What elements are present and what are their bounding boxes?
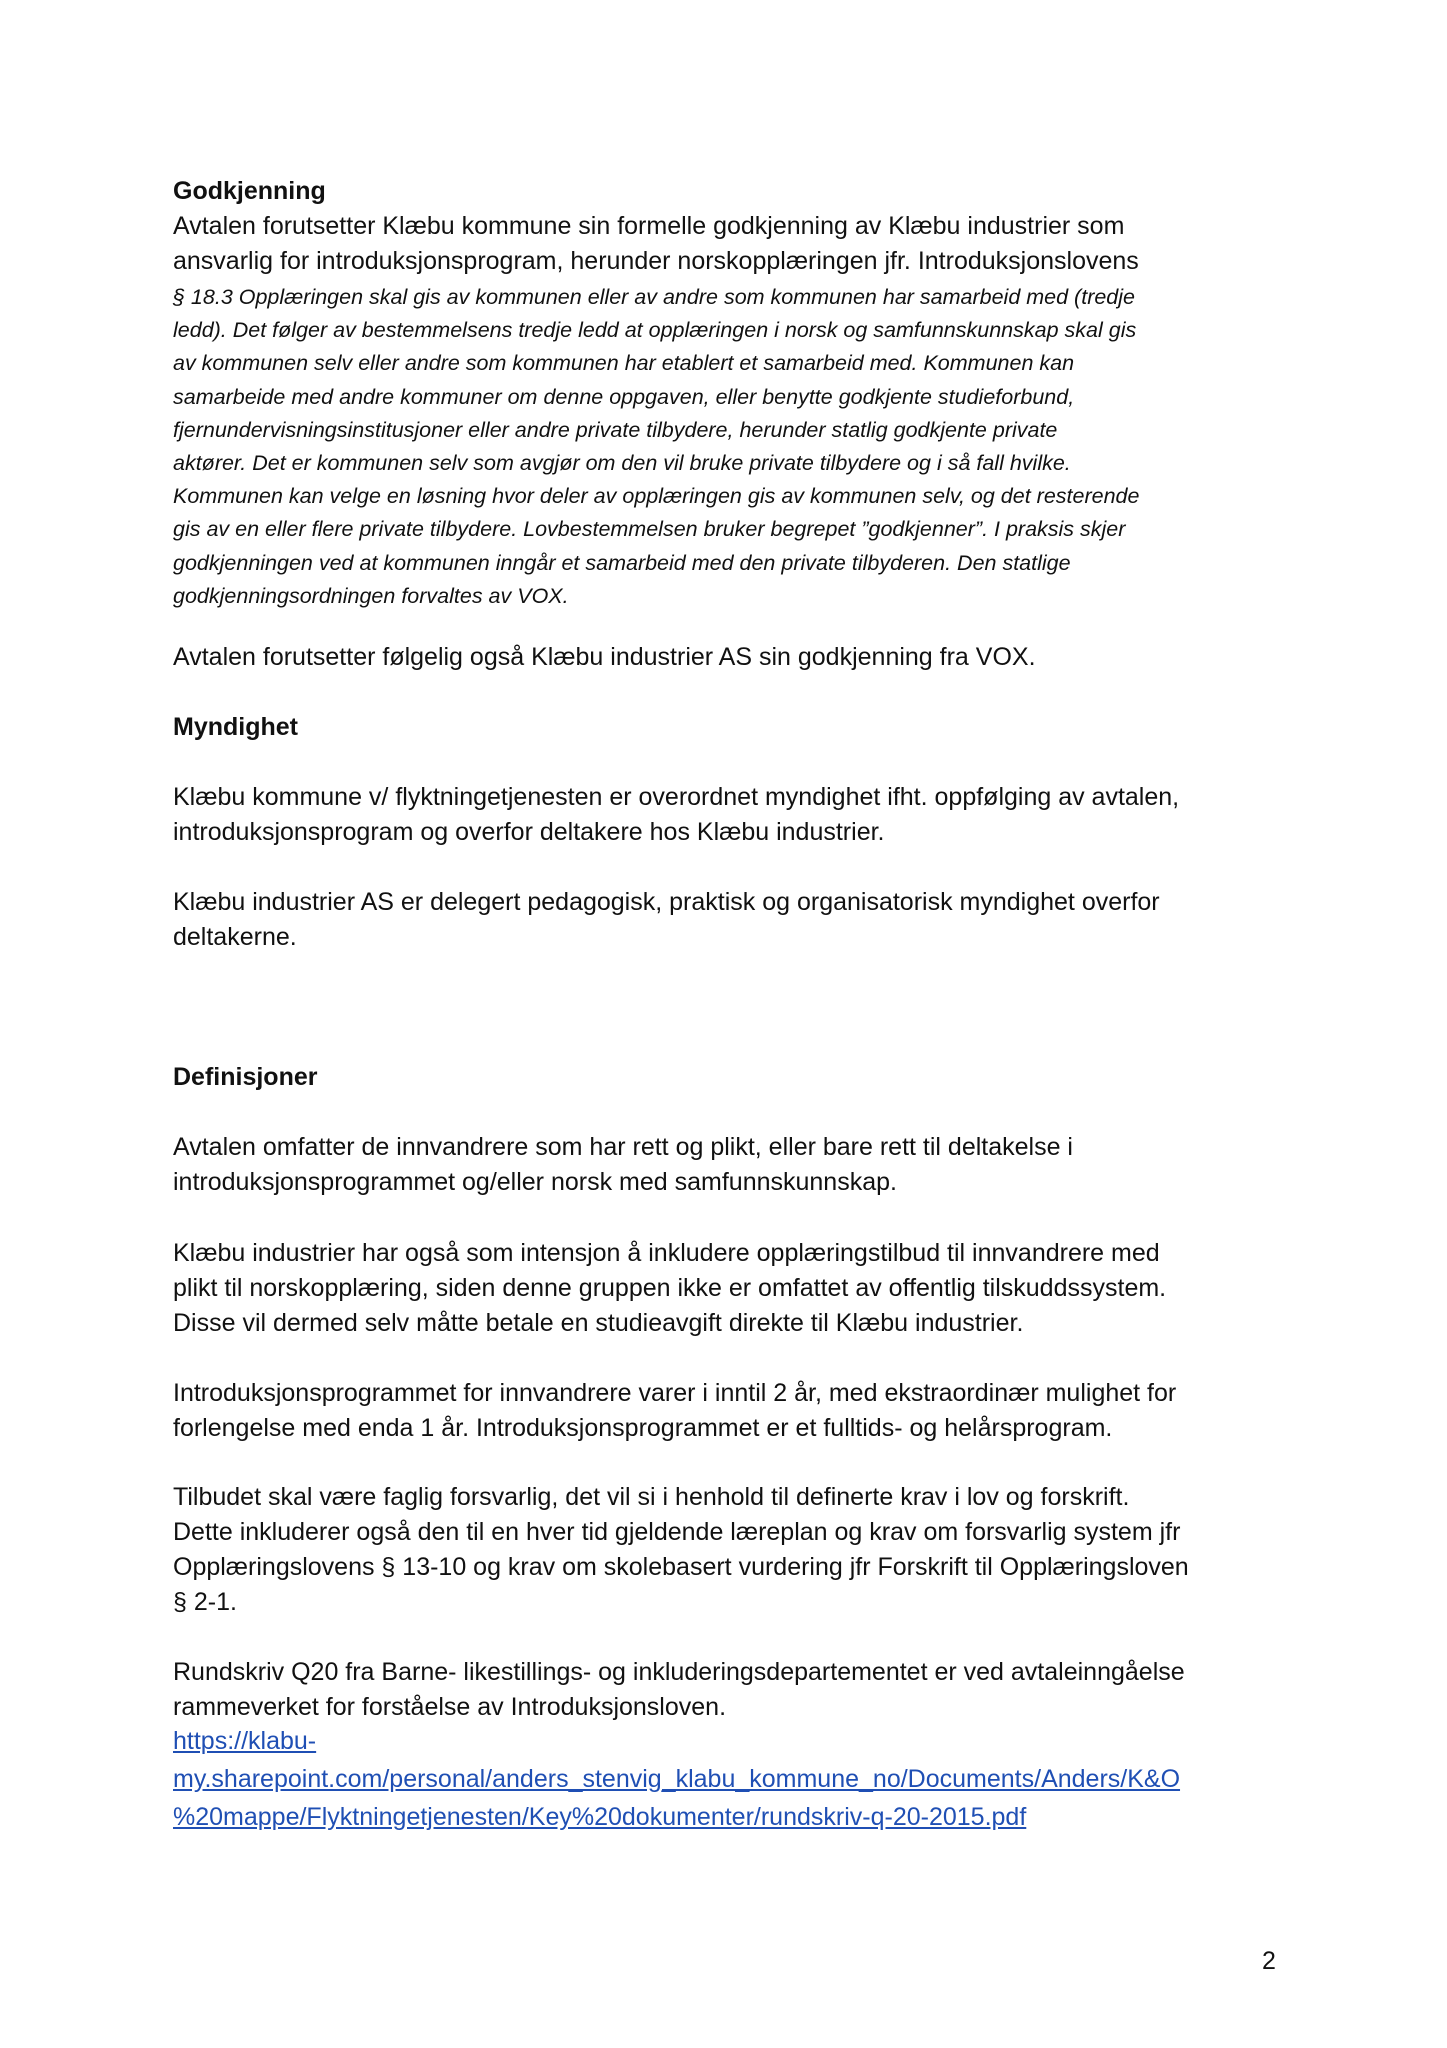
godkjenning-line-1: Avtalen forutsetter Klæbu kommune sin formelle godkjenning av Klæbu industrier som bbox=[173, 212, 1125, 240]
page-number: 2 bbox=[1262, 1947, 1276, 1975]
myndighet-p1-line-1: Klæbu kommune v/ flyktningetjenesten er overordnet myndighet ifht. oppfølging av avtalen, bbox=[173, 783, 1180, 811]
link-line[interactable]: https://klabu- bbox=[173, 1727, 317, 1755]
link-line[interactable]: my.sharepoint.com/personal/anders_stenvig_klabu_kommune_no/Documents/Anders/K&O bbox=[173, 1765, 1181, 1793]
definisjoner-p2-line-2: plikt til norskopplæring, siden denne gruppen ikke er omfattet av offentlig tilskuddssystem. bbox=[173, 1274, 1167, 1302]
myndighet-p1-line-2: introduksjonsprogram og overfor deltakere hos Klæbu industrier. bbox=[173, 818, 885, 846]
definisjoner-p5-line-2: rammeverket for forståelse av Introduksjonsloven. bbox=[173, 1693, 727, 1721]
link-line[interactable]: %20mappe/Flyktningetjenesten/Key%20dokumenter/rundskriv-q-20-2015.pdf bbox=[173, 1803, 1027, 1831]
godkjenning-line-2: ansvarlig for introduksjonsprogram, herunder norskopplæringen jfr. Introduksjonslovens bbox=[173, 247, 1139, 275]
quote-line: samarbeide med andre kommuner om denne oppgaven, eller benytte godkjente studieforbund, bbox=[173, 384, 1075, 409]
godkjenning-vox-paragraph: Avtalen forutsetter følgelig også Klæbu industrier AS sin godkjenning fra VOX. bbox=[173, 643, 1036, 671]
definisjoner-p4-line-4: § 2-1. bbox=[173, 1588, 237, 1616]
law-quote bbox=[173, 281, 1139, 613]
quote-line: godkjenningsordningen forvaltes av VOX. bbox=[173, 583, 569, 608]
definisjoner-p3-line-1: Introduksjonsprogrammet for innvandrere varer i inntil 2 år, med ekstraordinær mulighet for bbox=[173, 1379, 1177, 1407]
quote-line: Kommunen kan velge en løsning hvor deler av opplæringen gis av kommunen selv, og det resterende bbox=[173, 484, 1140, 509]
definisjoner-p5-line-1: Rundskriv Q20 fra Barne- likestillings- og inkluderingsdepartementet er ved avtaleinngåelse bbox=[173, 1658, 1185, 1686]
definisjoner-p2-line-3: Disse vil dermed selv måtte betale en studieavgift direkte til Klæbu industrier. bbox=[173, 1309, 1024, 1337]
quote-line: aktører. Det er kommunen selv som avgjør om den vil bruke private tilbydere og i så fall hvilke. bbox=[173, 451, 1071, 476]
myndighet-p2-line-1: Klæbu industrier AS er delegert pedagogisk, praktisk og organisatorisk myndighet overfor bbox=[173, 888, 1160, 916]
quote-line: ledd). Det følger av bestemmelsens tredje ledd at opplæringen i norsk og samfunnskunnskap skal gis bbox=[173, 318, 1137, 343]
definisjoner-p3-line-2: forlengelse med enda 1 år. Introduksjonsprogrammet er et fulltids- og helårsprogram. bbox=[173, 1414, 1113, 1442]
definisjoner-p4-line-2: Dette inkluderer også den til en hver tid gjeldende læreplan og krav om forsvarlig system jfr bbox=[173, 1518, 1181, 1546]
myndighet-p2-line-2: deltakerne. bbox=[173, 923, 297, 951]
definisjoner-p4-line-3: Opplæringslovens § 13-10 og krav om skolebasert vurdering jfr Forskrift til Opplæringsloven bbox=[173, 1553, 1189, 1581]
definisjoner-p1-line-1: Avtalen omfatter de innvandrere som har rett og plikt, eller bare rett til deltakelse i bbox=[173, 1133, 1073, 1161]
definisjoner-p2-line-1: Klæbu industrier har også som intensjon å inkludere opplæringstilbud til innvandrere med bbox=[173, 1239, 1160, 1267]
quote-line: godkjenningen ved at kommunen inngår et samarbeid med den private tilbyderen. Den statlige bbox=[173, 550, 1071, 575]
heading-myndighet: Myndighet bbox=[173, 713, 298, 741]
definisjoner-p4-line-1: Tilbudet skal være faglig forsvarlig, det vil si i henhold til definerte krav i lov og forskrift. bbox=[173, 1483, 1130, 1511]
quote-line: § 18.3 Opplæringen skal gis av kommunen eller av andre som kommunen har samarbeid med (tredje bbox=[173, 285, 1135, 309]
quote-line: gis av en eller flere private tilbydere. Lovbestemmelsen bruker begrepet ”godkjenner”. I praksis skjer bbox=[173, 517, 1126, 542]
quote-line: av kommunen selv eller andre som kommunen har etablert et samarbeid med. Kommunen kan bbox=[173, 351, 1075, 376]
quote-line: fjernundervisningsinstitusjoner eller andre private tilbydere, herunder statlig godkjente private bbox=[173, 417, 1058, 442]
definisjoner-p1-line-2: introduksjonsprogrammet og/eller norsk med samfunnskunnskap. bbox=[173, 1168, 897, 1196]
rundskriv-link[interactable] bbox=[173, 1722, 1180, 1836]
heading-godkjenning: Godkjenning bbox=[173, 177, 326, 205]
heading-definisjoner: Definisjoner bbox=[173, 1063, 318, 1091]
